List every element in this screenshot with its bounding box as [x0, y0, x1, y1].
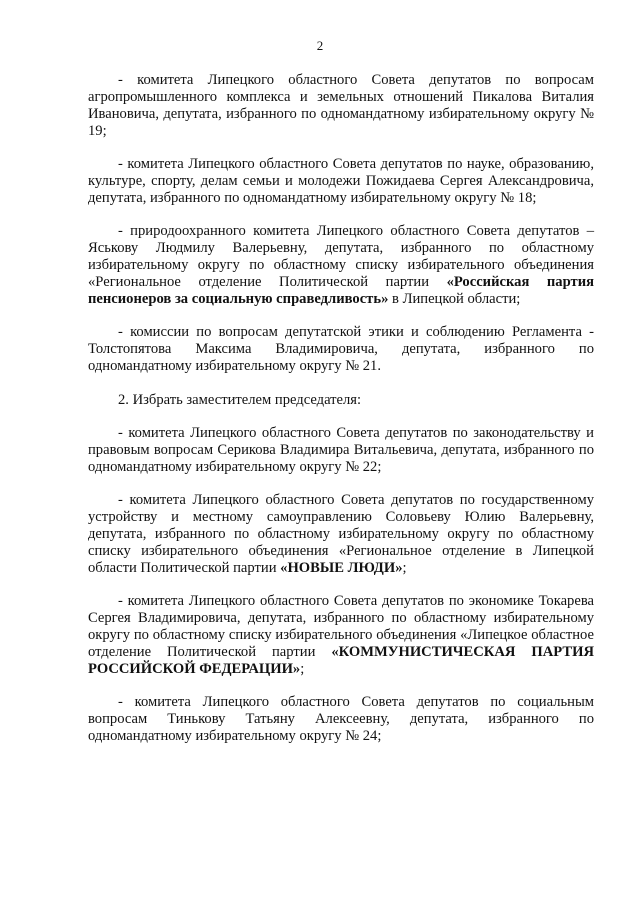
paragraph-nature-committee: [88, 223, 594, 308]
paragraph-state-structure-committee: [88, 492, 594, 577]
paragraph-text: - комитета Липецкого областного Совета депутатов по науке, образованию, культуре, спорту, делам семьи и молодежи Пожидаева Сергея Александровича, депутата, избранного по одномандатному избирательному округу № 18;: [88, 156, 594, 206]
paragraph-ethics-commission: [88, 324, 594, 375]
paragraph-text: - комиссии по вопросам депутатской этики и соблюдению Регламента - Толстопятова Максима Владимировича, депутата, избранного по одномандатному избирательному округу № 21.: [88, 324, 594, 375]
party-name-bold: «Российская партия пенсионеров за социальную справедливость»: [88, 274, 594, 307]
paragraph-legislation-committee: [88, 425, 594, 476]
paragraph-text: 2. Избрать заместителем председателя:: [118, 391, 362, 408]
paragraph-elect-deputy-chair: [88, 392, 594, 409]
paragraph-text: - комитета Липецкого областного Совета депутатов по законодательству и правовым вопросам Серикова Владимира Витальевича, депутата, избранного по одномандатному избирательному округу № 22;: [88, 425, 594, 475]
paragraph-social-committee: [88, 694, 594, 745]
paragraph-text: - комитета Липецкого областного Совета депутатов по экономике Токарева Сергея Владимировича, депутата, избранного по областному избирательному округу по областному списку избирательного объединения «Липецкое областное отделение Политической партии: [88, 593, 594, 660]
paragraph-text: ;: [402, 559, 407, 576]
paragraph-text: - комитета Липецкого областного Совета депутатов по государственному устройству и местному самоуправлению Соловьеву Юлию Валерьевну, депутата, избранного по областному избирательному округу по областному списку избирательного объединения «Региональное отделение в Липецкой области Политической партии: [88, 492, 594, 576]
document-body: [88, 72, 594, 745]
paragraph-text: - комитета Липецкого областного Совета депутатов по социальным вопросам Тинькову Татьяну Алексеевну, депутата, избранного по одномандатному избирательному округу № 24;: [88, 694, 594, 745]
paragraph-economy-committee: [88, 593, 594, 678]
paragraph-science-committee: [88, 156, 594, 207]
paragraph-text: - комитета Липецкого областного Совета депутатов по вопросам агропромышленного комплекса и земельных отношений Пикалова Виталия Ивановича, депутата, избранного по одномандатному избирательному округу № 19;: [88, 72, 594, 139]
party-name-bold: «НОВЫЕ ЛЮДИ»: [280, 559, 403, 576]
paragraph-text: - природоохранного комитета Липецкого областного Совета депутатов – Яськову Людмилу Валерьевну, депутата, избранного по областному избирательному округу по областному списку избирательного объединения «Региональное отделение Политической партии: [88, 223, 594, 291]
paragraph-text: в Липецкой области;: [388, 290, 521, 307]
paragraph-agro-committee: [88, 72, 594, 140]
party-name-bold: «КОММУНИСТИЧЕСКАЯ ПАРТИЯ РОССИЙСКОЙ ФЕДЕРАЦИИ»: [88, 643, 595, 677]
paragraph-text: ;: [300, 660, 305, 677]
page-number: 2: [316, 38, 324, 53]
